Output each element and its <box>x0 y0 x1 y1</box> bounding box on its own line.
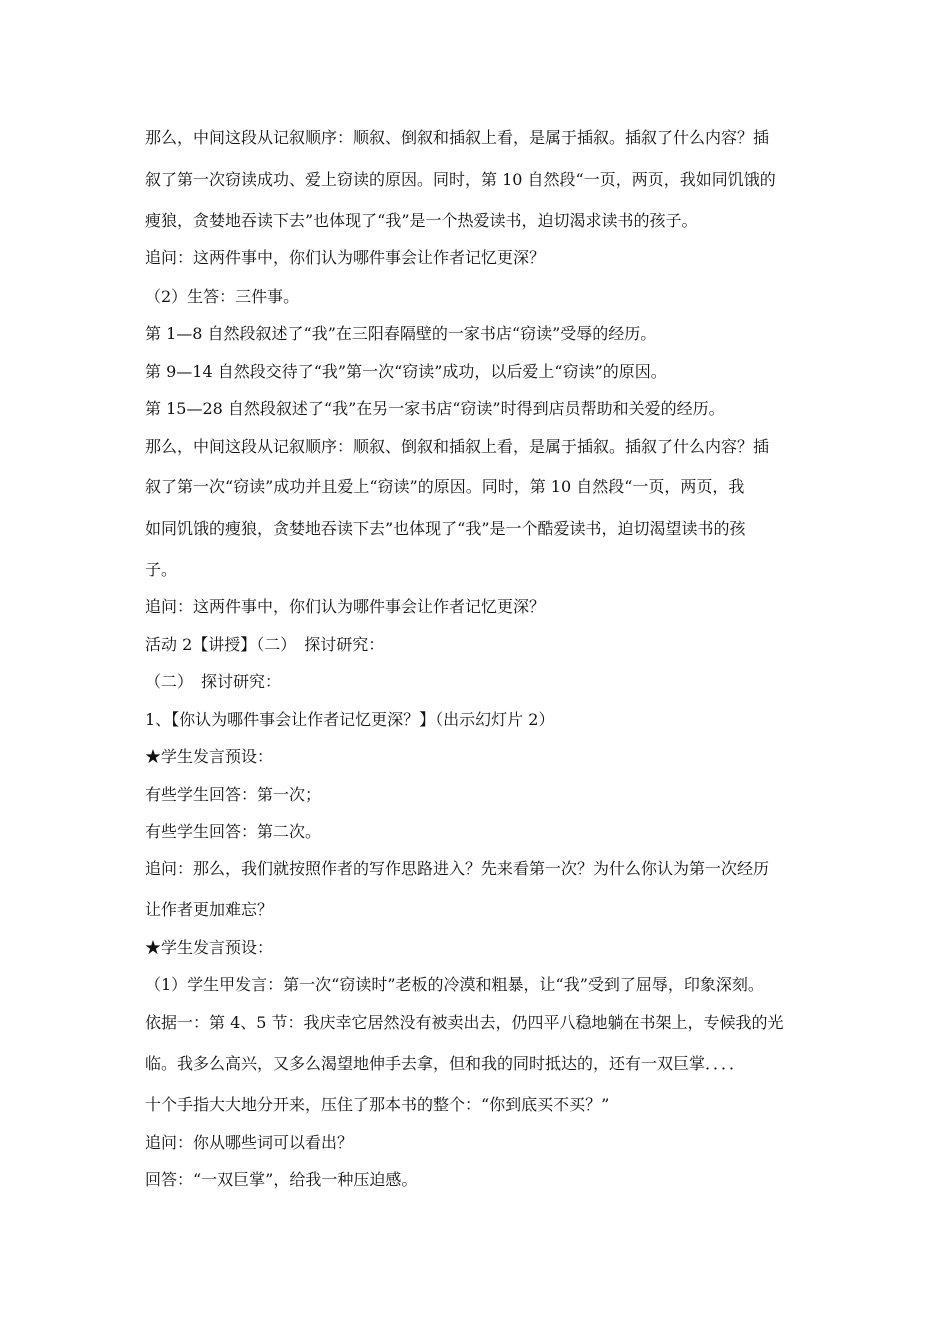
text-line: 1、【你认为哪件事会让作者记忆更深？】（出示幻灯片 2） <box>145 710 555 729</box>
text-line: （2）生答：三件事。 <box>145 287 300 306</box>
text-line: 依据一：第 4、5 节：我庆幸它居然没有被卖出去，仍四平八稳地躺在书架上，专候我的光 <box>145 1013 784 1032</box>
text-line: 有些学生回答：第二次。 <box>145 822 322 841</box>
text-line: 追问：那么，我们就按照作者的写作思路进入？先来看第一次？为什么你认为第一次经历 <box>145 859 770 878</box>
text-line: ★学生发言预设： <box>145 747 274 766</box>
text-line: 有些学生回答：第一次； <box>145 785 322 804</box>
text-line: 第 1—8 自然段叙述了“我”在三阳春隔壁的一家书店“窃读”受辱的经历。 <box>145 324 657 343</box>
text-line: 那么，中间这段从记叙顺序：顺叙、倒叙和插叙上看，是属于插叙。插叙了什么内容？插 <box>145 128 770 147</box>
text-line: 第 15—28 自然段叙述了“我”在另一家书店“窃读”时得到店员帮助和关爱的经历。 <box>145 399 725 418</box>
text-line: 十个手指大大地分开来，压住了那本书的整个：“你到底买不买？” <box>145 1095 610 1114</box>
text-line: ★学生发言预设： <box>145 938 274 957</box>
text-line: 活动 2【讲授】（二） 探讨研究： <box>145 635 385 654</box>
text-line: 回答：“一双巨掌”，给我一种压迫感。 <box>145 1170 418 1189</box>
text-line: （1）学生甲发言：第一次“窃读时”老板的冷漠和粗暴，让“我”受到了屈辱，印象深刻。 <box>145 975 764 994</box>
text-line: 叙了第一次窃读成功、爱上窃读的原因。同时，第 10 自然段“一页，两页，我如同饥饿的 <box>145 170 776 189</box>
text-line: 临。我多么高兴，又多么渴望地伸手去拿，但和我的同时抵达的，还有一双巨掌．．．． <box>145 1054 746 1073</box>
text-line: 追问：你从哪些词可以看出？ <box>145 1133 354 1152</box>
text-line: 瘦狼，贪婪地吞读下去”也体现了“我”是一个热爱读书，迫切渴求读书的孩子。 <box>145 211 698 230</box>
text-line: 追问：这两件事中，你们认为哪件事会让作者记忆更深？ <box>145 248 546 267</box>
text-line: 那么，中间这段从记叙顺序：顺叙、倒叙和插叙上看，是属于插叙。插叙了什么内容？插 <box>145 437 770 456</box>
text-line: 如同饥饿的瘦狼，贪婪地吞读下去”也体现了“我”是一个酷爱读书，迫切渴望读书的孩 <box>145 519 746 538</box>
text-line: 叙了第一次“窃读”成功并且爱上“窃读”的原因。同时，第 10 自然段“一页，两页，我 <box>145 477 745 496</box>
text-line: （二） 探讨研究： <box>145 672 282 691</box>
text-line: 追问：这两件事中，你们认为哪件事会让作者记忆更深？ <box>145 597 546 616</box>
text-line: 子。 <box>145 560 178 579</box>
text-line: 让作者更加难忘？ <box>145 900 274 919</box>
text-line: 第 9—14 自然段交待了“我”第一次“窃读”成功，以后爱上“窃读”的原因。 <box>145 362 667 381</box>
